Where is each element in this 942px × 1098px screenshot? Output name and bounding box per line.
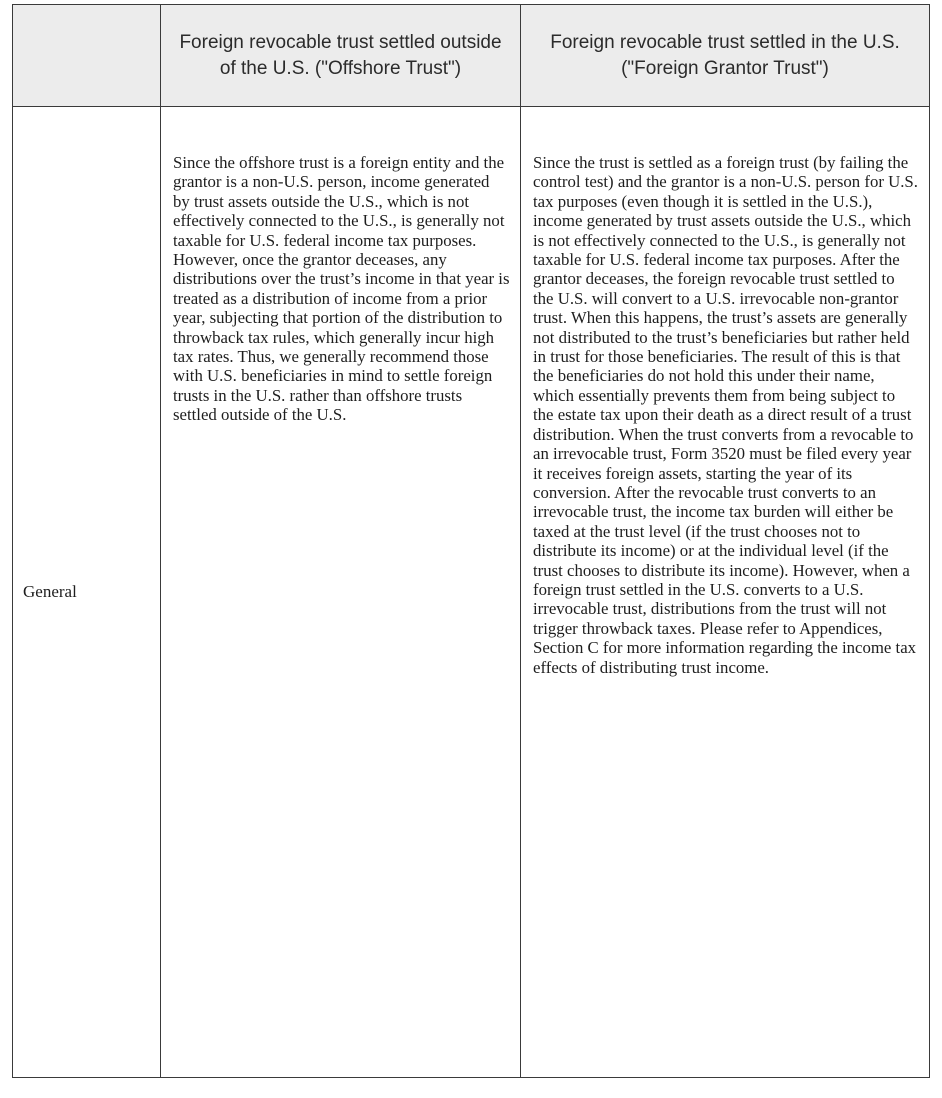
- header-foreign-grantor-trust: [521, 5, 929, 107]
- foreign-grantor-trust-general-cell: [521, 107, 929, 1077]
- header-foreign-grantor-trust-label: Foreign revocable trust settled in the U.S. ("Foreign Grantor Trust"): [550, 31, 900, 79]
- offshore-trust-general-cell: [161, 107, 521, 1077]
- header-offshore-trust-label: Foreign revocable trust settled outside of the U.S. ("Offshore Trust"): [179, 31, 502, 79]
- comparison-table: [12, 4, 930, 1078]
- foreign-grantor-trust-general-text: Since the trust is settled as a foreign trust (by failing the control test) and the grantor is a non-U.S. person for U.S. tax purposes (even though it is settled in the U.S.), income generated by trust assets outside the U.S., which is not effectively connected to the U.S., is generally not taxable for U.S. federal income tax purposes. After the grantor deceases, the foreign revocable trust settled to the U.S. will convert to a U.S. irrevocable non-grantor trust. When this happens, the trust’s assets are generally not distributed to the trust’s beneficiaries but rather held in trust for those beneficiaries. The result of this is that the beneficiaries do not hold this under their name, which essentially prevents them from being subject to the estate tax upon their death as a direct result of a trust distribution. When the trust converts from a revocable to an irrevocable trust, Form 3520 must be filed every year it receives foreign assets, starting the year of its conversion. After the revocable trust converts to an irrevocable trust, the income tax burden will either be taxed at the trust level (if the trust chooses not to distribute its income) or at the individual level (if the trust chooses to distribute its income). However, when a foreign trust settled in the U.S. converts to a U.S. irrevocable trust, distributions from the trust will not trigger throwback taxes. Please refer to Appendices, Section C for more information regarding the income tax effects of distributing trust income.: [533, 153, 918, 677]
- header-offshore-trust: [161, 5, 521, 107]
- offshore-trust-general-text: Since the offshore trust is a foreign entity and the grantor is a non-U.S. person, income generated by trust assets outside the U.S., which is not effectively connected to the U.S., is generally not taxable for U.S. federal income tax purposes. However, once the grantor deceases, any distributions over the trust’s income in that year is treated as a distribution of income from a prior year, subjecting that portion of the distribution to throwback tax rules, which generally incur high tax rates. Thus, we generally recommend those with U.S. beneficiaries in mind to settle foreign trusts in the U.S. rather than offshore trusts settled outside of the U.S.: [173, 153, 510, 425]
- row-label-cell: [13, 107, 161, 1077]
- row-label-general: General: [23, 582, 77, 601]
- header-corner-cell: [13, 5, 161, 107]
